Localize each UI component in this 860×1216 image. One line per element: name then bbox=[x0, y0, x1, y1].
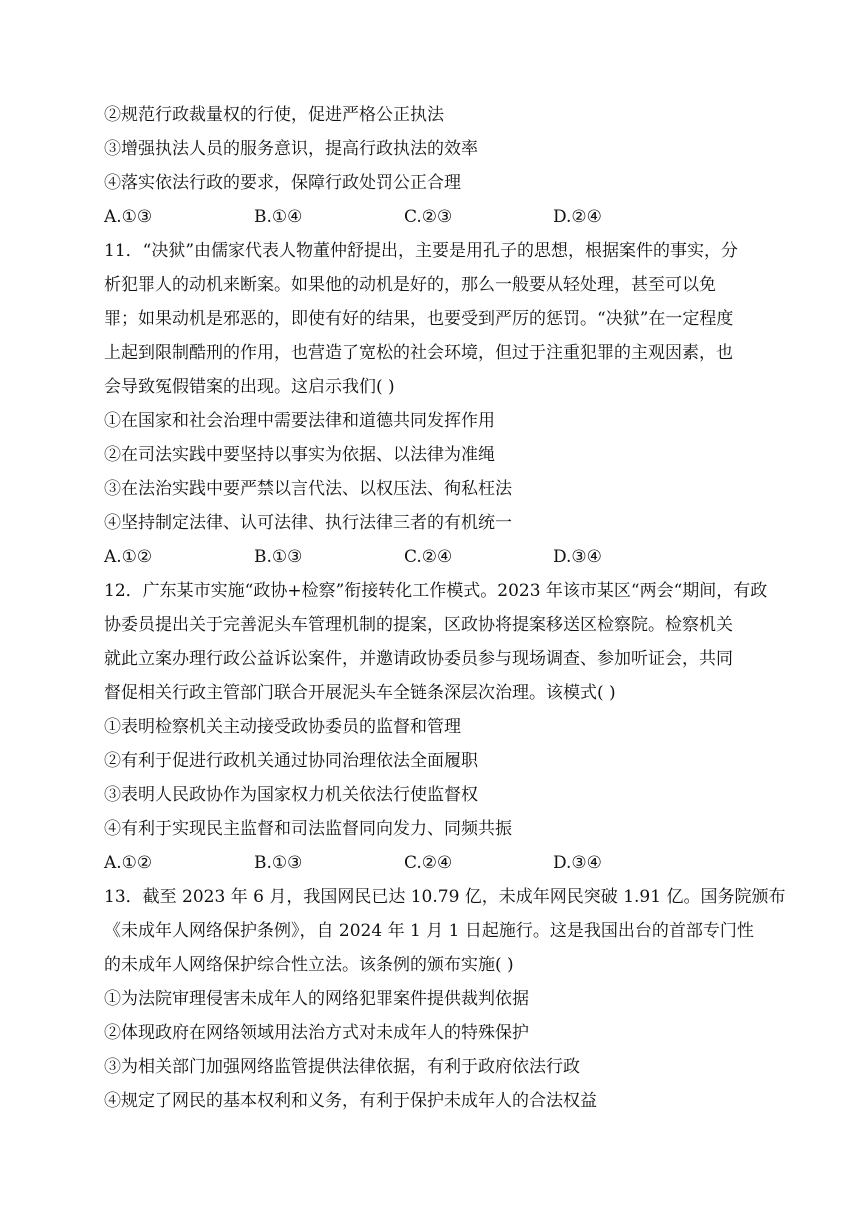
q13-stem-line-3: 的未成年人网络保护综合性立法。该条例的颁布实施( ) bbox=[104, 955, 514, 975]
q10-option-2: ②规范行政裁量权的行使，促进严格公正执法 bbox=[104, 105, 444, 125]
q12-option-2: ②有利于促进行政机关通过协同治理依法全面履职 bbox=[104, 751, 478, 771]
q10-choices bbox=[104, 205, 764, 229]
q12-stem-line-4: 督促相关行政主管部门联合开展泥头车全链条深层次治理。该模式( ) bbox=[104, 683, 616, 703]
q12-choice-b: B.①③ bbox=[254, 853, 303, 873]
q11-stem-line-3: 罪；如果动机是邪恶的，即使有好的结果，也要受到严厉的惩罚。“决狱”在一定程度 bbox=[104, 309, 734, 329]
q10-choice-b: B.①④ bbox=[254, 207, 303, 227]
q10-choice-c: C.②③ bbox=[404, 207, 453, 227]
q13-option-1: ①为法院审理侵害未成年人的网络犯罪案件提供裁判依据 bbox=[104, 989, 529, 1009]
q11-choice-d: D.③④ bbox=[553, 547, 602, 567]
q11-option-3: ③在法治实践中要严禁以言代法、以权压法、徇私枉法 bbox=[104, 479, 512, 499]
q11-choices bbox=[104, 545, 764, 569]
q13-option-4: ④规定了网民的基本权利和义务，有利于保护未成年人的合法权益 bbox=[104, 1091, 597, 1111]
q12-option-1: ①表明检察机关主动接受政协委员的监督和管理 bbox=[104, 717, 461, 737]
q12-option-4: ④有利于实现民主监督和司法监督同向发力、同频共振 bbox=[104, 819, 512, 839]
q11-stem-line-4: 上起到限制酷刑的作用，也营造了宽松的社会环境，但过于注重犯罪的主观因素，也 bbox=[104, 343, 733, 363]
q10-option-3: ③增强执法人员的服务意识，提高行政执法的效率 bbox=[104, 139, 478, 159]
q12-choice-d: D.③④ bbox=[553, 853, 602, 873]
q10-choice-a: A.①③ bbox=[104, 207, 153, 227]
q11-stem-line-2: 析犯罪人的动机来断案。如果他的动机是好的，那么一般要从轻处理，甚至可以免 bbox=[104, 275, 716, 295]
q10-choice-d: D.②④ bbox=[553, 207, 602, 227]
q11-option-1: ①在国家和社会治理中需要法律和道德共同发挥作用 bbox=[104, 411, 495, 431]
q11-choice-a: A.①② bbox=[104, 547, 153, 567]
q13-option-2: ②体现政府在网络领域用法治方式对未成年人的特殊保护 bbox=[104, 1023, 529, 1043]
q11-choice-b: B.①③ bbox=[254, 547, 303, 567]
q12-choice-a: A.①② bbox=[104, 853, 153, 873]
q11-option-4: ④坚持制定法律、认可法律、执行法律三者的有机统一 bbox=[104, 513, 512, 533]
q12-choices bbox=[104, 851, 764, 875]
q13-option-3: ③为相关部门加强网络监管提供法律依据，有利于政府依法行政 bbox=[104, 1057, 580, 1077]
q11-stem-line-1: 11．“决狱”由儒家代表人物董仲舒提出，主要是用孔子的思想，根据案件的事实，分 bbox=[104, 241, 739, 261]
q13-stem-line-2: 《未成年人网络保护条例》，自 2024 年 1 月 1 日起施行。这是我国出台的首部专门性 bbox=[104, 921, 754, 941]
q11-option-2: ②在司法实践中要坚持以事实为依据、以法律为准绳 bbox=[104, 445, 495, 465]
q12-stem-line-2: 协委员提出关于完善泥头车管理机制的提案，区政协将提案移送区检察院。检察机关 bbox=[104, 615, 733, 635]
q11-choice-c: C.②④ bbox=[404, 547, 453, 567]
q12-option-3: ③表明人民政协作为国家权力机关依法行使监督权 bbox=[104, 785, 478, 805]
q10-option-4: ④落实依法行政的要求，保障行政处罚公正合理 bbox=[104, 173, 461, 193]
q12-stem-line-3: 就此立案办理行政公益诉讼案件，并邀请政协委员参与现场调查、参加听证会，共同 bbox=[104, 649, 733, 669]
q13-stem-line-1: 13．截至 2023 年 6 月，我国网民已达 10.79 亿，未成年网民突破 1.91 亿。国务院颁布 bbox=[104, 887, 786, 907]
q12-choice-c: C.②④ bbox=[404, 853, 453, 873]
q12-stem-line-1: 12．广东某市实施“政协+检察”衔接转化工作模式。2023 年该市某区“两会“期间，有政 bbox=[104, 581, 768, 601]
q11-stem-line-5: 会导致冤假错案的出现。这启示我们( ) bbox=[104, 377, 395, 397]
